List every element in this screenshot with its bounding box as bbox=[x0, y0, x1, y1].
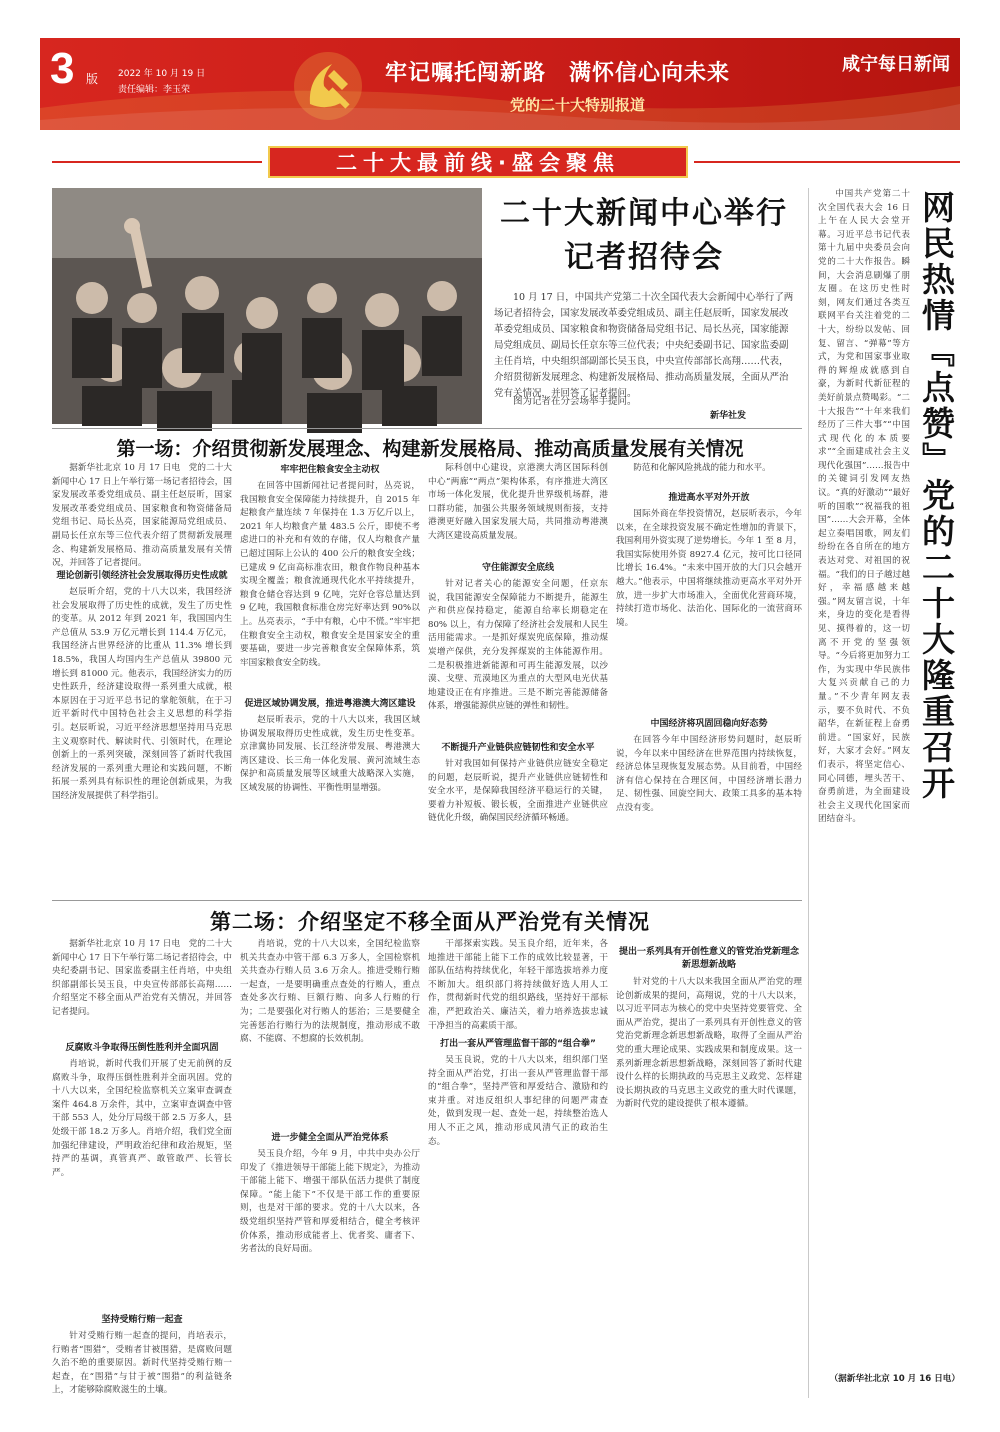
side-feature-vertical-title: 网民热情『点赞』党的二十大隆重召开 bbox=[917, 190, 956, 802]
story2-col1-body2: 针对受贿行贿一起查的提问，肖培表示，行贿者“围猎”，受贿者甘被围猎，是腐败问题久治不绝的重要原因。新时代坚持受贿行贿一起查，在“围猎”与甘于被“围猎”的利益链条上，才能够除腐败滋生的土壤。 bbox=[52, 1331, 232, 1396]
story1-top-rule bbox=[52, 428, 802, 429]
masthead bbox=[40, 38, 960, 130]
story2-col4-body: 针对党的十八大以来我国全面从严治党的理论创新成果的提问，高翔说，党的十八大以来，以习近平同志为核心的党中央坚持党要管党、全面从严治党，提出了一系列具有开创性意义的管党治党新理念新思想新战略，取得了全面从严治党的重大理论成果、实践成果和制度成果。这一系列新理念新思想新战略，深刻回答了新时代建设什么样的长期执政的马克思主义政党、怎样建设长期执政的马克思主义政党的重大时代课题，为新时代党的建设提供了根本遵循。 bbox=[616, 977, 802, 1110]
paper-name: 咸宁每日新闻 bbox=[842, 54, 950, 75]
story2-subhead1: 反腐败斗争取得压倒性胜利并全面巩固 bbox=[65, 1043, 219, 1053]
story2-subhead2: 坚持受贿行贿一起查 bbox=[101, 1315, 183, 1325]
story2-top-rule bbox=[52, 900, 802, 901]
party-emblem-icon bbox=[288, 46, 368, 126]
banner-rule-right bbox=[694, 161, 960, 163]
lead-photo-caption: 图为记者在分会场举手提问。 bbox=[513, 396, 637, 407]
lead-lede: 10 月 17 日，中国共产党第二十次全国代表大会新闻中心举行了两场记者招待会，国家发展改革委党组成员、副主任赵辰昕，国家发展改革委党组成员、国家粮食和物资储备局党组书记、局长丛亮，国家能源局党组成员、副局长任京东等三位代表；中央纪委副书记、国家监委副主任肖培，中央组织部副部长吴玉良，中央宣传部部长高翔……代表，介绍贯彻新发展理念、构建新发展格局、推动高质量发展，全面从严治党有关情况，并回答了记者提问。 bbox=[494, 292, 794, 399]
press-conference-photo bbox=[52, 188, 482, 424]
story1-col3-body2: 针对记者关心的能源安全问题，任京东说，我国能源安全保障能力不断提升，能源生产和供应保持稳定，能源自给率长期稳定在 80% 以上，有力保障了经济社会发展和人民生活用能需求。一是抓好煤炭兜底保障，推动煤炭增产保供，充分发挥煤炭的主体能源作用。二是积极推进新能源和可再生能源发展，以沙漠、戈壁、荒漠地区为重点的大型风电光伏基地建设正在有序推进。三是不断完善能源储备体系，增强能源供应链的弹性和韧性。 bbox=[428, 579, 608, 712]
slogan: 牢记嘱托闯新路 满怀信心向未来 bbox=[385, 61, 731, 86]
story1-col2-body2: 赵辰昕表示，党的十八大以来，我国区域协调发展取得历史性成就，发生历史性变革。京津冀协同发展、长江经济带发展、粤港澳大湾区建设、长三角一体化发展、黄河流域生态保护和高质量发展等区域重大战略深入实施，区域发展的协调性、平衡性明显增强。 bbox=[240, 715, 420, 793]
story2-subhead5: 提出一系列具有开创性意义的管党治党新理念新思想新战略 bbox=[618, 947, 799, 970]
story2-col1-intro: 据新华社北京 10 月 17 日电 党的二十大新闻中心 17 日下午举行第二场记者招待会，中央纪委副书记、国家监委副主任肖培，中央组织部副部长吴玉良，中央宣传部部长高翔……介绍坚定不移全面从严治党有关情况，并回答记者提问。 bbox=[52, 939, 232, 1017]
lead-source: 新华社发 bbox=[710, 411, 747, 421]
banner-rule-left bbox=[52, 161, 262, 163]
side-feature-body: 中国共产党第二十次全国代表大会 16 日上午在人民大会堂开幕。习近平总书记代表第十九届中央委员会向党的二十大作报告。瞬间，大会消息刷爆了朋友圈。在这历史性时刻，网友们通过各类互联网平台关注着党的二十大，纷纷以发帖、回复、留言、“弹幕”等方式，为党和国家事业取得的辉煌成就感到自豪，为新时代新征程的美好前景点赞喝彩。“二十大报告”“十年来我们经历了三件大事”“中国式现代化的本质要求”“全面建成社会主义现代化强国”……报告中的关键词引发网友热议。“真的好激动”“最好听的国歌”“祝福我的祖国”……大会开幕，全体起立奏唱国歌，网友们纷纷在各自所在的地方表达对党、对祖国的祝福。“我们的日子越过越好，幸福感越来越强。”网友留言说，十年来，身边的变化是看得见、摸得着的，这一切离不开党的坚强领导。“今后将更加努力工作，为实现中华民族伟大复兴贡献自己的力量。”不少青年网友表示，要不负时代、不负韶华，在新征程上奋勇前进。“国家好，民族好，大家才会好。”网友们表示，将坚定信心、同心同德，埋头苦干、奋勇前进，为全面建设社会主义现代化国家而团结奋斗。 bbox=[818, 189, 910, 825]
story1-subhead3: 促进区域协调发展，推进粤港澳大湾区建设 bbox=[244, 699, 416, 709]
story1-headline: 第一场：介绍贯彻新发展理念、构建新发展格局、推动高质量发展有关情况 bbox=[116, 438, 744, 460]
story1-subhead6: 推进高水平对外开放 bbox=[668, 493, 750, 503]
story1-col4-body2: 国际外商在华投资情况，赵辰昕表示，今年以来，在全球投资发展不确定性增加的背景下，我国利用外资实现了逆势增长。今年 1 至 8 月，我国实际使用外资 8927.4 亿元，按可比口径同比增长 16.4%。“未来中国开放的大门只会越开越大。”他表示，中国将继续推动更高水平对外开放，进一步扩大市场准入，全面优化营商环境，持续打造市场化、法治化、国际化的一流营商环境。 bbox=[616, 509, 802, 628]
special-report-title: 党的二十大特别报道 bbox=[510, 96, 646, 114]
side-feature-byline: （据新华社北京 10 月 16 日电） bbox=[829, 1374, 960, 1384]
story1-subhead1: 理论创新引领经济社会发展取得历史性成就 bbox=[56, 571, 228, 581]
story2-col3-body: 干部探索实践。吴玉良介绍，近年来，各地推进干部能上能下工作的成效比较显著，干部队伍结构持续优化，年轻干部选拔培养力度不断加大。组织部门将持续做好选人用人工作，贯彻新时代党的组织路线，坚持好干部标准，严把政治关、廉洁关，着力培养选拔忠诚干净担当的高素质干部。 bbox=[428, 939, 608, 1031]
story2-subhead3: 进一步健全全面从严治党体系 bbox=[271, 1133, 389, 1143]
page-date: 2022 年 10 月 19 日 bbox=[118, 69, 206, 79]
story2-col2-body: 肖培说，党的十八大以来，全国纪检监察机关共查办中管干部 6.3 万多人，全国检察机关共查办行贿人员 3.6 万余人。推进受贿行贿一起查，一是要明确重点查处的行贿人，重点查处多次行贿、巨额行贿、向多人行贿的行为；二是要强化对行贿人的惩治；三是要健全完善惩治行贿行为的法规制度，推动形成不敢腐、不能腐、不想腐的长效机制。 bbox=[240, 939, 420, 1045]
story2-col2-body2: 吴玉良介绍，今年 9 月，中共中央办公厅印发了《推进领导干部能上能下规定》，为推动干部能上能下、增强干部队伍活力提供了制度保障。“能上能下”不仅是干部工作的重要原则，也是对干部的要求。党的十八大以来，各级党组织坚持严管和厚爱相结合，健全考核评价体系，推动形成能者上、优者奖、庸者下、劣者汰的良好局面。 bbox=[240, 1149, 420, 1255]
page-editor: 责任编辑：李玉荣 bbox=[118, 85, 191, 95]
story1-col1-intro: 据新华社北京 10 月 17 日电 党的二十大新闻中心 17 日上午举行第一场记者招待会，国家发展改革委党组成员、副主任赵辰昕，国家发展改革委党组成员、国家粮食和物资储备局党组书记、局长丛亮，国家能源局党组成员、副局长任京东等三位代表介绍了贯彻新发展理念、构建新发展格局、推动高质量发展有关情况，并回答了记者提问。 bbox=[52, 463, 232, 569]
story1-subhead7: 中国经济将巩固回稳向好态势 bbox=[650, 719, 768, 729]
lead-headline: 二十大新闻中心举行记者招待会 bbox=[500, 196, 788, 275]
story1-col4-body3: 在回答今年中国经济形势问题时，赵辰昕说，今年以来中国经济在世界范围内持续恢复，经济总体呈现恢复发展态势。从目前看，中国经济有信心保持在合理区间，中国经济增长潜力足、韧性强、回旋空间大、政策工具多的基本特点没有变。 bbox=[616, 735, 802, 813]
side-column-divider bbox=[808, 188, 809, 1398]
section-banner-text: 二十大最前线·盛会聚焦 bbox=[336, 151, 620, 175]
story1-col2-body: 在回答中国新闻社记者提问时，丛亮说，我国粮食安全保障能力持续提升，自 2015 年起粮食产量连续 7 年保持在 1.3 万亿斤以上，2021 年人均粮食产量 483.5 公斤，即使不考虑进口的补充和有效的存储，仅人均粮食产量已超过国际上公认的 400 公斤的粮食安全线；已建成 9 亿亩高标准农田，粮食作物良种基本实现全覆盖；粮食流通现代化水平持续提升，粮食仓储仓容达到 9 亿吨，完好仓容总量达到 9 亿吨，我国粮食标准仓房完好率达到 90%以上。丛亮表示，“手中有粮，心中不慌。”牢牢把住粮食安全主动权，粮食安全是国家安全的重要基础，要进一步完善粮食安全保障体系，筑牢国家粮食安全防线。 bbox=[240, 481, 420, 668]
story2-headline: 第二场：介绍坚定不移全面从严治党有关情况 bbox=[210, 910, 650, 934]
photo-illustration bbox=[52, 188, 482, 424]
section-banner bbox=[268, 146, 688, 178]
story1-col1-body: 赵辰昕介绍，党的十八大以来，我国经济社会发展取得了历史性的成就，发生了历史性的变革。从 2012 年到 2021 年，我国国内生产总值从 53.9 万亿元增长到 114.4 万亿元，我国经济占世界经济的比重从 11.3% 增长到 18.5%，我国人均国内生产总值从 39800 元增长到 81000 元。他表示，我国经济实力的历史性跃升，经济建设取得一系列重大成就，根本原因在于习近平总书记的掌舵领航，在于习近平新时代中国特色社会主义思想的科学指引。赵辰昕说，习近平经济思想坚持用马克思主义观察时代、解读时代、引领时代，在理论创新上的一系列突破，深刻回答了新时代我国经济发展的一系列重大理论和实践问题，不断拓展一系列具有标识性的理论创新成果，为我国经济发展提供了科学指引。 bbox=[52, 587, 232, 801]
story1-subhead2: 牢牢把住粮食安全主动权 bbox=[280, 465, 380, 475]
story1-col3-body3: 针对我国如何保持产业链供应链安全稳定的问题，赵辰昕说，提升产业链供应链韧性和安全水平，是保障我国经济平稳运行的关键，要着力补短板、锻长板，全面推进产业链供应链优化升级，确保国民经济循环畅通。 bbox=[428, 759, 608, 824]
story2-subhead4: 打出一套从严管理监督干部的“组合拳” bbox=[440, 1039, 596, 1049]
story1-subhead5: 不断提升产业链供应链韧性和安全水平 bbox=[441, 743, 595, 753]
story1-col4-body: 防范和化解风险挑战的能力和水平。 bbox=[633, 463, 771, 473]
story1-subhead4: 守住能源安全底线 bbox=[481, 563, 554, 573]
story2-col1-body: 肖培说，新时代我们开展了史无前例的反腐败斗争，取得压倒性胜利并全面巩固。党的十八大以来，全国纪检监察机关立案审查调查案件 464.8 万余件，其中，立案审查调查中管干部 553 人，处分厅局级干部 2.5 万多人，县处级干部 18.2 万多人。肖培介绍，我们党全面加强纪律建设，严明政治纪律和政治规矩，坚持严的基调，真管真严、敢管敢严、长管长严。 bbox=[52, 1059, 232, 1178]
page-number: 3 bbox=[50, 44, 75, 93]
story1-col3-body: 际科创中心建设，京港澳大湾区国际科创中心“两廊”“两点”架构体系，有序推进大湾区市场一体化发展，优化提升世界级机场群，港口群功能，加强公共服务领域规则衔接，支持港澳更好融入国家发展大局，共同推动粤港澳大湾区建设高质量发展。 bbox=[428, 463, 608, 541]
story2-col3-body2: 吴玉良说，党的十八大以来，组织部门坚持全面从严治党，打出一套从严管理监督干部的“组合拳”，坚持严管和厚爱结合、激励和约束并重。对违反组织人事纪律的问题严肃查处，做到发现一起、查处一起，持续整治选人用人不正之风，推动形成风清气正的政治生态。 bbox=[428, 1055, 608, 1147]
page-unit: 版 bbox=[86, 72, 99, 86]
